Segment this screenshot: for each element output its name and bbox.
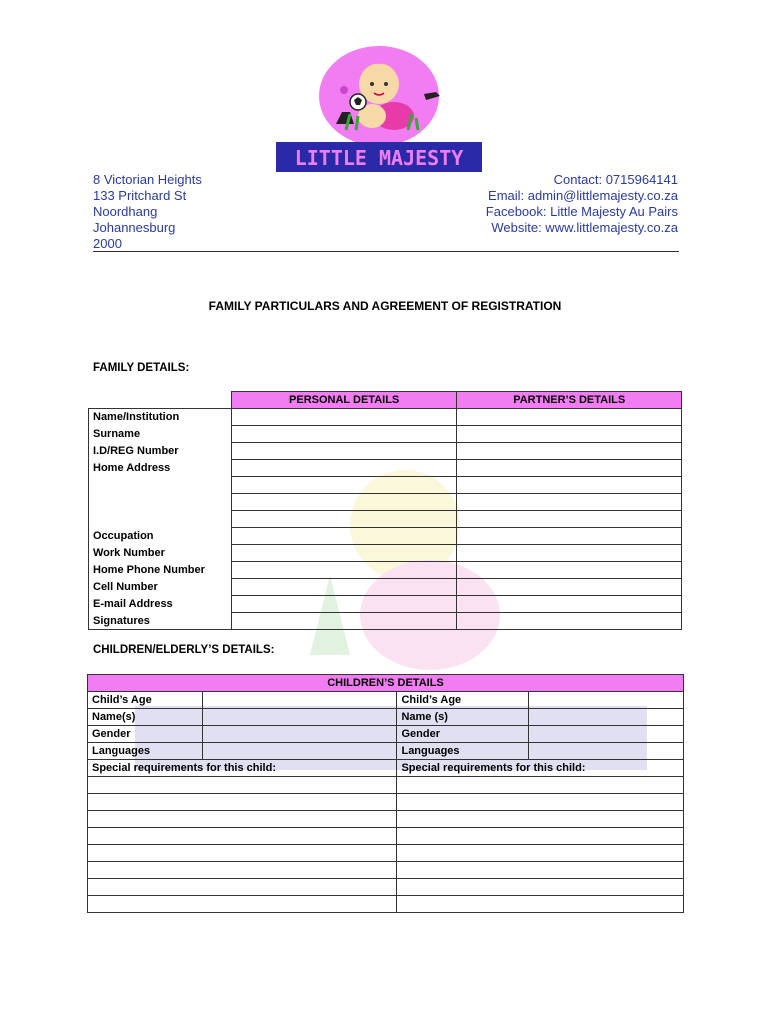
company-contact — [486, 172, 678, 236]
partner-address-input[interactable] — [457, 460, 682, 477]
children-details-table — [87, 674, 684, 913]
personal-cell-input[interactable] — [231, 579, 457, 596]
child1-special-input[interactable] — [88, 862, 397, 879]
field-label: Work Number — [89, 545, 232, 562]
field-label: Home Phone Number — [89, 562, 232, 579]
little-majesty-logo — [276, 44, 482, 174]
family-details-table — [88, 391, 682, 630]
child2-special-input[interactable] — [397, 879, 684, 896]
child1-special-label: Special requirements for this child: — [88, 760, 397, 777]
address-line: 2000 — [93, 236, 122, 251]
child2-name-label: Name (s) — [397, 709, 529, 726]
child1-name-label: Name(s) — [88, 709, 203, 726]
field-label: Surname — [89, 426, 232, 443]
header-divider — [93, 251, 679, 252]
child2-special-label: Special requirements for this child: — [397, 760, 684, 777]
address-line: Noordhang — [93, 204, 158, 219]
partner-signature-input[interactable] — [457, 613, 682, 630]
child2-age-label: Child’s Age — [397, 692, 529, 709]
child2-special-input[interactable] — [397, 828, 684, 845]
child2-gender-input[interactable] — [529, 726, 684, 743]
contact-facebook: Facebook: Little Majesty Au Pairs — [485, 204, 678, 219]
address-line: Johannesburg — [93, 220, 176, 235]
child2-languages-label: Languages — [397, 743, 529, 760]
field-label: Occupation — [89, 528, 232, 545]
child1-special-input[interactable] — [88, 828, 397, 845]
personal-address-input[interactable] — [231, 477, 457, 494]
child1-gender-label: Gender — [88, 726, 203, 743]
child1-languages-label: Languages — [88, 743, 203, 760]
field-label: I.D/REG Number — [89, 443, 232, 460]
child1-special-input[interactable] — [88, 777, 397, 794]
partner-cell-input[interactable] — [457, 579, 682, 596]
personal-occupation-input[interactable] — [231, 528, 457, 545]
child2-special-input[interactable] — [397, 777, 684, 794]
partner-address-input[interactable] — [457, 494, 682, 511]
child1-age-label: Child’s Age — [88, 692, 203, 709]
personal-email-input[interactable] — [231, 596, 457, 613]
child1-name-input[interactable] — [202, 709, 397, 726]
field-label: E-mail Address — [89, 596, 232, 613]
child2-special-input[interactable] — [397, 794, 684, 811]
child1-gender-input[interactable] — [202, 726, 397, 743]
company-address — [93, 172, 202, 252]
partner-details-header: PARTNER’S DETAILS — [457, 392, 682, 409]
partner-work-input[interactable] — [457, 545, 682, 562]
partner-home-phone-input[interactable] — [457, 562, 682, 579]
child2-special-input[interactable] — [397, 811, 684, 828]
partner-address-input[interactable] — [457, 511, 682, 528]
personal-address-input[interactable] — [231, 511, 457, 528]
child1-age-input[interactable] — [202, 692, 397, 709]
partner-email-input[interactable] — [457, 596, 682, 613]
field-label: Cell Number — [89, 579, 232, 596]
child2-special-input[interactable] — [397, 896, 684, 913]
field-label: Signatures — [89, 613, 232, 630]
partner-id-input[interactable] — [457, 443, 682, 460]
child2-special-input[interactable] — [397, 862, 684, 879]
personal-work-input[interactable] — [231, 545, 457, 562]
child1-special-input[interactable] — [88, 896, 397, 913]
child1-special-input[interactable] — [88, 845, 397, 862]
child1-languages-input[interactable] — [202, 743, 397, 760]
child1-special-input[interactable] — [88, 794, 397, 811]
field-label: Name/Institution — [89, 409, 232, 426]
personal-signature-input[interactable] — [231, 613, 457, 630]
partner-occupation-input[interactable] — [457, 528, 682, 545]
field-label: Home Address — [89, 460, 232, 477]
childrens-details-header: CHILDREN’S DETAILS — [88, 675, 684, 692]
child1-special-input[interactable] — [88, 879, 397, 896]
children-details-label: CHILDREN/ELDERLY’S DETAILS: — [93, 644, 275, 656]
child2-age-input[interactable] — [529, 692, 684, 709]
partner-name-input[interactable] — [457, 409, 682, 426]
child1-special-input[interactable] — [88, 811, 397, 828]
partner-address-input[interactable] — [457, 477, 682, 494]
personal-name-input[interactable] — [231, 409, 457, 426]
logo-brand-text: LITTLE MAJESTY — [294, 146, 464, 170]
child2-languages-input[interactable] — [529, 743, 684, 760]
contact-email: Email: admin@littlemajesty.co.za — [488, 188, 678, 203]
child2-special-input[interactable] — [397, 845, 684, 862]
child2-gender-label: Gender — [397, 726, 529, 743]
document-title: FAMILY PARTICULARS AND AGREEMENT OF REGISTRATION — [208, 299, 562, 313]
partner-surname-input[interactable] — [457, 426, 682, 443]
child2-name-input[interactable] — [529, 709, 684, 726]
personal-id-input[interactable] — [231, 443, 457, 460]
personal-home-phone-input[interactable] — [231, 562, 457, 579]
personal-address-input[interactable] — [231, 494, 457, 511]
address-line: 8 Victorian Heights — [93, 172, 202, 187]
personal-details-header: PERSONAL DETAILS — [231, 392, 457, 409]
personal-address-input[interactable] — [231, 460, 457, 477]
address-line: 133 Pritchard St — [93, 188, 187, 203]
contact-phone: Contact: 0715964141 — [553, 172, 678, 187]
contact-website: Website: www.littlemajesty.co.za — [491, 220, 678, 235]
family-details-label: FAMILY DETAILS: — [93, 362, 190, 374]
personal-surname-input[interactable] — [231, 426, 457, 443]
